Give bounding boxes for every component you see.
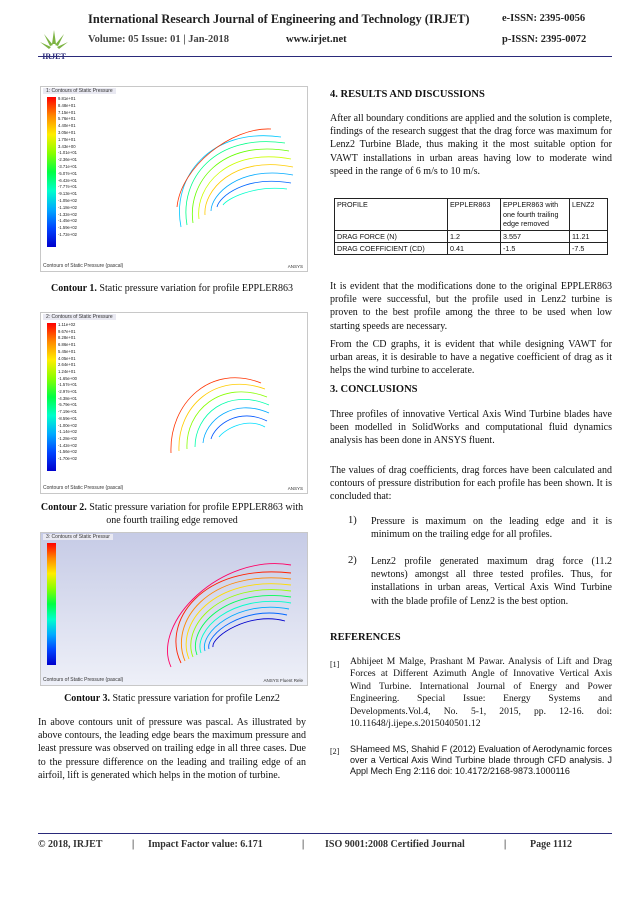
results-paragraph-3: From the CD graphs, it is evident that while designing VAWT for urban areas, it is desirable to have a negative coefficient of drag as it helps the wind turbine to accelerate. [330, 339, 612, 377]
reference-1-number: [1] [330, 660, 340, 669]
conclusions-paragraph-1: Three profiles of innovative Vertical Axis Wind Turbine blades have been modelled in SolidWorks and computational fluid dynamics analysis has been done in ANSYS fluent. [330, 409, 612, 447]
results-table [334, 198, 608, 255]
pissn: p-ISSN: 2395-0072 [502, 34, 587, 45]
conclusion-item-1-number: 1) [348, 515, 357, 526]
conclusion-item-2-number: 2) [348, 555, 357, 566]
results-paragraph-2: It is evident that the modifications done to the original EPPLER863 profile were successful, but the profile used in Lenz2 turbine is proven to the best profile among the three to be used when low starting speeds are necessary. [330, 281, 612, 332]
table-cell: 11.21 [570, 230, 608, 242]
ansys-label: ANSYS Fluent Rele [263, 678, 303, 683]
footer-copyright: © 2018, IRJET [38, 839, 103, 850]
table-cell: -7.5 [570, 242, 608, 254]
caption-contour-1: Contour 1. Static pressure variation for profile EPPLER863 [50, 283, 293, 294]
reference-2-number: [2] [330, 747, 340, 756]
contours-discussion-paragraph: In above contours unit of pressure was pascal. As illustrated by above contours, the leading edge bears the maximum pressure and least pressure was observed on trailing edge in all three cases. Due to the pressure difference on the leading and trailing edge of an airfoil, lift is generated which helps in the motion of turbine. [38, 717, 306, 781]
website[interactable]: www.irjet.net [286, 34, 347, 45]
table-header-cell: LENZ2 [570, 199, 608, 231]
conclusion-item-1-text: Pressure is maximum on the leading edge and it is minimum on the trailing edge for all profiles. [371, 516, 612, 541]
reference-1-text: Abhijeet M Malge, Prashant M Pawar. Analysis of Lift and Drag Forces at Different Azimuth Angle of Innovative Vertical Axis Wind Turbine. International Journal of Energy and Power Engineering. Special Issue: Energy Systems and Developments.Vol.4, No. 5-1, 2015, pp. 12-16. doi: 10.11648/j.ijepe.s.2015040501.12 [350, 656, 612, 730]
figure-title: 2: Contours of Static Pressure [43, 314, 116, 320]
blade-contour-plot [141, 107, 301, 242]
conclusions-paragraph-2: The values of drag coefficients, drag forces have been calculated and contours of pressure distribution for each profile has been shown. It is concluded that: [330, 465, 612, 503]
results-heading: 4. RESULTS AND DISCUSSIONS [330, 89, 485, 100]
caption-contour-3: Contour 3. Static pressure variation for profile Lenz2 [64, 693, 280, 704]
caption-contour-2: Contour 2. Static pressure variation for profile EPPLER863 with one fourth trailing edge removed [40, 502, 304, 526]
footer-separator: | [504, 839, 507, 850]
contour-figure-1 [40, 86, 308, 272]
footer-iso: ISO 9001:2008 Certified Journal [325, 839, 465, 850]
table-cell: -1.5 [501, 242, 570, 254]
legend-labels: 9.81e+01 8.48e+01 7.15e+01 5.76e+01 4.40e+01 3.05e+01 1.70e+01 3.43e+00 -1.01e+01 -2.36e+01 -3.71e+01 -5.07e+01 -6.42e+01 -7.77e+01 -9.13e+01 -1.05e+02 -1.18e+02 -1.32e+02 -1.45e+02 -1.59e+02 -1.72e+02 [58, 96, 77, 237]
blade-contour-plot [141, 543, 301, 673]
table-cell: DRAG FORCE (N) [335, 230, 448, 242]
results-table-wrapper [334, 198, 610, 255]
color-legend [47, 323, 56, 471]
color-legend [47, 543, 56, 665]
figure-subtitle: Contours of Static Pressure (pascal) [43, 677, 124, 683]
figure-title: 3: Contours of Static Pressur [43, 534, 113, 540]
footer-rule [38, 833, 612, 834]
figure-title: 1: Contours of Static Pressure [43, 88, 116, 94]
journal-title: International Research Journal of Engineering and Technology (IRJET) [88, 12, 470, 26]
references-heading: REFERENCES [330, 632, 401, 643]
table-cell: 0.41 [448, 242, 501, 254]
conclusion-item-2-text: Lenz2 profile generated maximum drag force (11.2 newtons) amongst all three tested profiles. Thus, for installations in urban areas, Vertical Axis Wind Turbine with the blade profile of Lenz2 is the best option. [371, 556, 612, 607]
logo-text: IRJET [42, 52, 66, 61]
table-header-cell: EPPLER863 [448, 199, 501, 231]
table-cell: 1.2 [448, 230, 501, 242]
volume-issue: Volume: 05 Issue: 01 | Jan-2018 [88, 34, 230, 45]
table-row [335, 230, 608, 242]
irjet-logo [38, 28, 70, 67]
table-header-cell: EPPLER863 with one fourth trailing edge removed [501, 199, 570, 231]
contour-figure-3 [40, 532, 308, 686]
ansys-label: ANSYS [287, 486, 303, 491]
contour-figure-2 [40, 312, 308, 494]
conclusions-heading: 3. CONCLUSIONS [330, 384, 418, 395]
footer-separator: | [302, 839, 305, 850]
header-rule [38, 56, 612, 57]
eissn: e-ISSN: 2395-0056 [502, 13, 586, 24]
footer-separator: | [132, 839, 135, 850]
legend-labels: 1.11e+02 9.67e+01 8.28e+01 6.86e+01 5.45e+01 4.05e+01 2.64e+01 1.24e+01 -1.65e+00 -1.57e+01 -2.97e+01 -4.38e+01 -5.79e+01 -7.19e+01 -8.59e+01 -1.00e+02 -1.14e+02 -1.28e+02 -1.42e+02 -1.56e+02 -1.70e+02 [58, 322, 77, 462]
footer-impact-factor: Impact Factor value: 6.171 [148, 839, 263, 850]
footer-page-number: Page 1112 [530, 839, 572, 850]
table-cell: 3.557 [501, 230, 570, 242]
reference-2-text: SHameed MS, Shahid F (2012) Evaluation of Aerodynamic forces over a Vertical Axis Wind Turbine blade through CFD analysis. J Appl Mech Eng 2:116 doi: 10.4172/2168-9873.1000116 [350, 744, 612, 777]
table-header-row [335, 199, 608, 231]
results-paragraph-1: After all boundary conditions are applied and the solution is complete, findings of the research suggest that the drag force was maximum for Lenz2 Turbine Blade, thus making it the most suitable option for VAWT installations in urban areas having low to moderate wind speed in the range of 6 m/s to 10 m/s. [330, 113, 612, 177]
table-cell: DRAG COEFFICIENT (CD) [335, 242, 448, 254]
color-legend [47, 97, 56, 247]
table-row [335, 242, 608, 254]
figure-subtitle: Contours of Static Pressure (pascal) [43, 263, 124, 269]
table-header-cell: PROFILE [335, 199, 448, 231]
blade-contour-plot [151, 343, 291, 463]
figure-subtitle: Contours of Static Pressure (pascal) [43, 485, 124, 491]
ansys-label: ANSYS [287, 264, 303, 269]
